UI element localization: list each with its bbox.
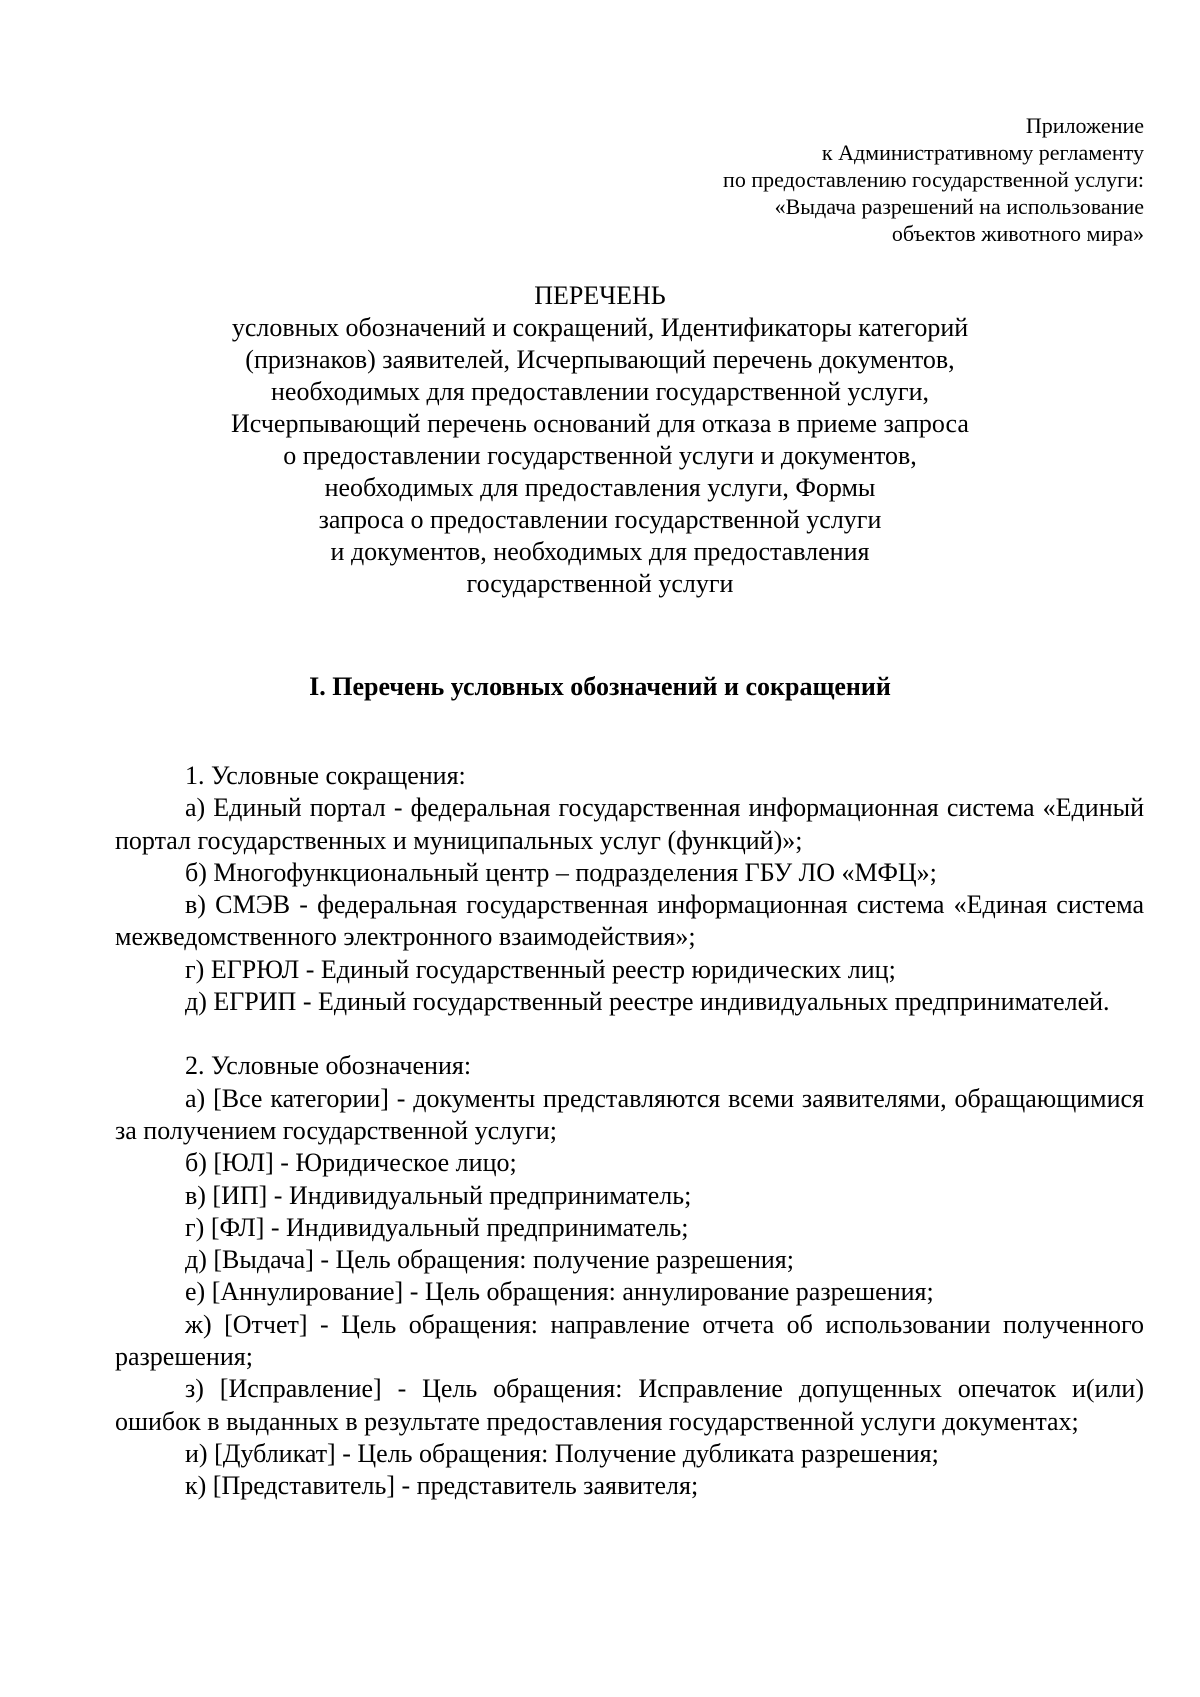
designations-heading: 2. Условные обозначения: [185,1051,472,1081]
title-line: (признаков) заявителей, Исчерпывающий перечень документов, [245,345,955,374]
designation-item: г) [ФЛ] - Индивидуальный предприниматель; [185,1212,689,1242]
abbreviation-item: г) ЕГРЮЛ - Единый государственный реестр юридических лиц; [185,954,896,984]
appendix-line: по предоставлению государственной услуги: [723,167,1144,192]
title-line: о предоставлении государственной услуги и документов, [283,441,917,470]
appendix-line: «Выдача разрешений на использование [774,194,1144,219]
abbreviations-heading: 1. Условные сокращения: [185,761,466,790]
title-line: необходимых для предоставления услуги, Формы [324,473,876,502]
appendix-line: объектов животного мира» [891,221,1144,246]
document-body [115,760,1144,1503]
appendix-line: к Административному регламенту [821,140,1144,165]
appendix-header [444,112,1144,247]
title-line: запроса о предоставлении государственной услуги [318,505,882,534]
designation-item: ж) [Отчет] - Цель обращения: направление отчета об использовании полученного разрешения; [115,1309,1144,1372]
title-line: ПЕРЕЧЕНЬ [534,281,666,310]
designation-item: з) [Исправление] - Цель обращения: Исправление допущенных опечаток и(или) ошибок в выданных в результате предоставления государственной услуги документах; [115,1374,1144,1436]
designation-item: е) [Аннулирование] - Цель обращения: аннулирование разрешения; [185,1277,934,1307]
designation-item: к) [Представитель] - представитель заявителя; [185,1471,699,1501]
abbreviation-item: д) ЕГРИП - Единый государственный реестре индивидуальных предпринимателей. [185,987,1110,1017]
title-line: государственной услуги [466,569,734,598]
section-heading: I. Перечень условных обозначений и сокращений [309,672,891,701]
document-title [150,280,1050,600]
title-line: и документов, необходимых для предоставления [330,537,870,566]
paragraph-gap [115,1018,1144,1050]
abbreviation-item: б) Многофункциональный центр – подразделения ГБУ ЛО «МФЦ»; [185,857,937,887]
abbreviation-item: в) СМЭВ - федеральная государственная информационная система «Единая система межведомственного электронного взаимодействия»; [115,890,1144,952]
designation-item: б) [ЮЛ] - Юридическое лицо; [185,1148,517,1178]
designation-item: д) [Выдача] - Цель обращения: получение разрешения; [185,1245,794,1275]
abbreviation-item: а) Единый портал - федеральная государственная информационная система «Единый портал государственных и муниципальных услуг (функций)»; [115,793,1144,855]
designation-item: и) [Дубликат] - Цель обращения: Получение дубликата разрешения; [185,1438,939,1468]
title-line: Исчерпывающий перечень оснований для отказа в приеме запроса [231,409,969,438]
appendix-line: Приложение [1025,113,1144,138]
designation-item: а) [Все категории] - документы представляются всеми заявителями, обращающимися за получением государственной услуги; [115,1083,1144,1145]
designation-item: в) [ИП] - Индивидуальный предприниматель; [185,1180,692,1210]
title-line: необходимых для предоставлении государственной услуги, [270,377,929,406]
title-line: условных обозначений и сокращений, Идентификаторы категорий [231,313,969,342]
